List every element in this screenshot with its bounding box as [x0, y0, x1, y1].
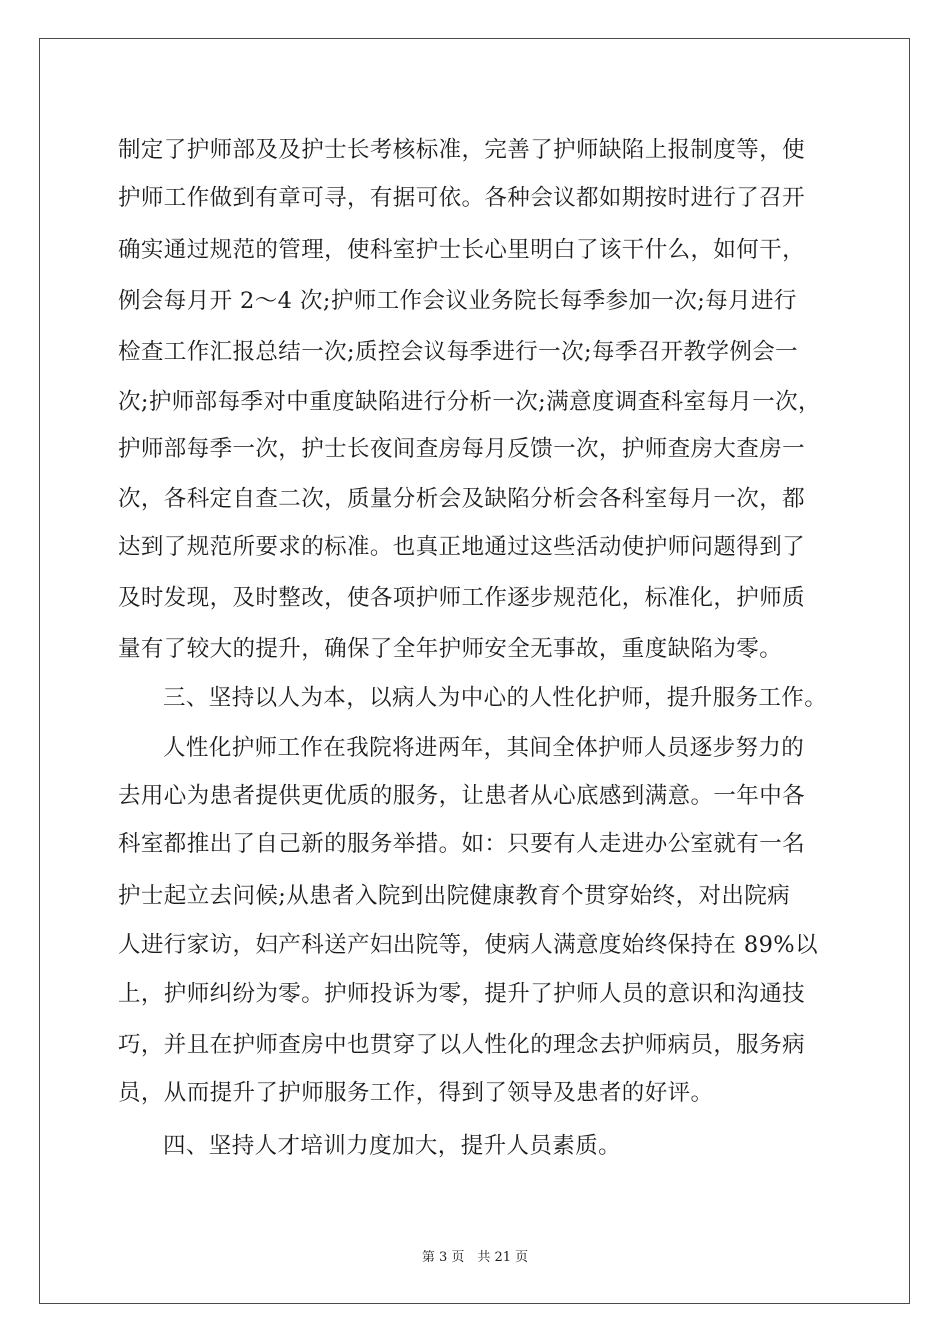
paragraph-line: 次，各科定自查二次，质量分析会及缺陷分析会各科室每月一次，都 [118, 486, 806, 512]
paragraph-line: 护士起立去问候;从患者入院到出院健康教育个贯穿始终，对出院病 [118, 883, 791, 909]
paragraph-line: 人性化护师工作在我院将进两年，其间全体护师人员逐步努力的 [163, 735, 805, 761]
paragraph-line: 员，从而提升了护师服务工作，得到了领导及患者的好评。 [118, 1080, 714, 1106]
page-number-footer: 第 3 页 共 21 页 [421, 1250, 529, 1265]
paragraph-line: 及时发现，及时整改，使各项护师工作逐步规范化，标准化，护师质 [118, 585, 806, 611]
paragraph-line: 巧，并且在护师查房中也贯穿了以人性化的理念去护师病员，服务病 [118, 1032, 806, 1058]
paragraph-line: 人进行家访，妇产科送产妇出院等，使病人满意度始终保持在 89%以 [118, 932, 818, 958]
paragraph-line: 检查工作汇报总结一次;质控会议每季进行一次;每季召开教学例会一 [118, 339, 799, 365]
paragraph-line: 次;护师部每季对中重度缺陷进行分析一次;满意度调查科室每月一次， [118, 389, 821, 415]
paragraph-line: 上，护师纠纷为零。护师投诉为零，提升了护师人员的意识和沟通技 [118, 981, 806, 1007]
section-heading: 三、坚持以人为本，以病人为中心的人性化护师，提升服务工作。 [163, 685, 828, 711]
paragraph-line: 例会每月开 2～4 次;护师工作会议业务院长每季参加一次;每月进行 [118, 288, 797, 314]
paragraph-line: 确实通过规范的管理，使科室护士长心里明白了该干什么，如何干， [118, 237, 806, 263]
paragraph-line: 护师工作做到有章可寻，有据可依。各种会议都如期按时进行了召开 [118, 185, 806, 211]
paragraph-line: 量有了较大的提升，确保了全年护师安全无事故，重度缺陷为零。 [118, 636, 783, 662]
page-border [39, 38, 910, 1304]
paragraph-line: 护师部每季一次，护士长夜间查房每月反馈一次，护师查房大查房一 [118, 436, 806, 462]
section-heading: 四、坚持人才培训力度加大，提升人员素质。 [163, 1133, 622, 1159]
paragraph-line: 科室都推出了自己新的服务举措。如：只要有人走进办公室就有一名 [118, 831, 806, 857]
paragraph-line: 制定了护师部及及护士长考核标准，完善了护师缺陷上报制度等，使 [118, 137, 806, 163]
paragraph-line: 达到了规范所要求的标准。也真正地通过这些活动使护师问题得到了 [118, 534, 806, 560]
paragraph-line: 去用心为患者提供更优质的服务，让患者从心底感到满意。一年中各 [118, 783, 806, 809]
